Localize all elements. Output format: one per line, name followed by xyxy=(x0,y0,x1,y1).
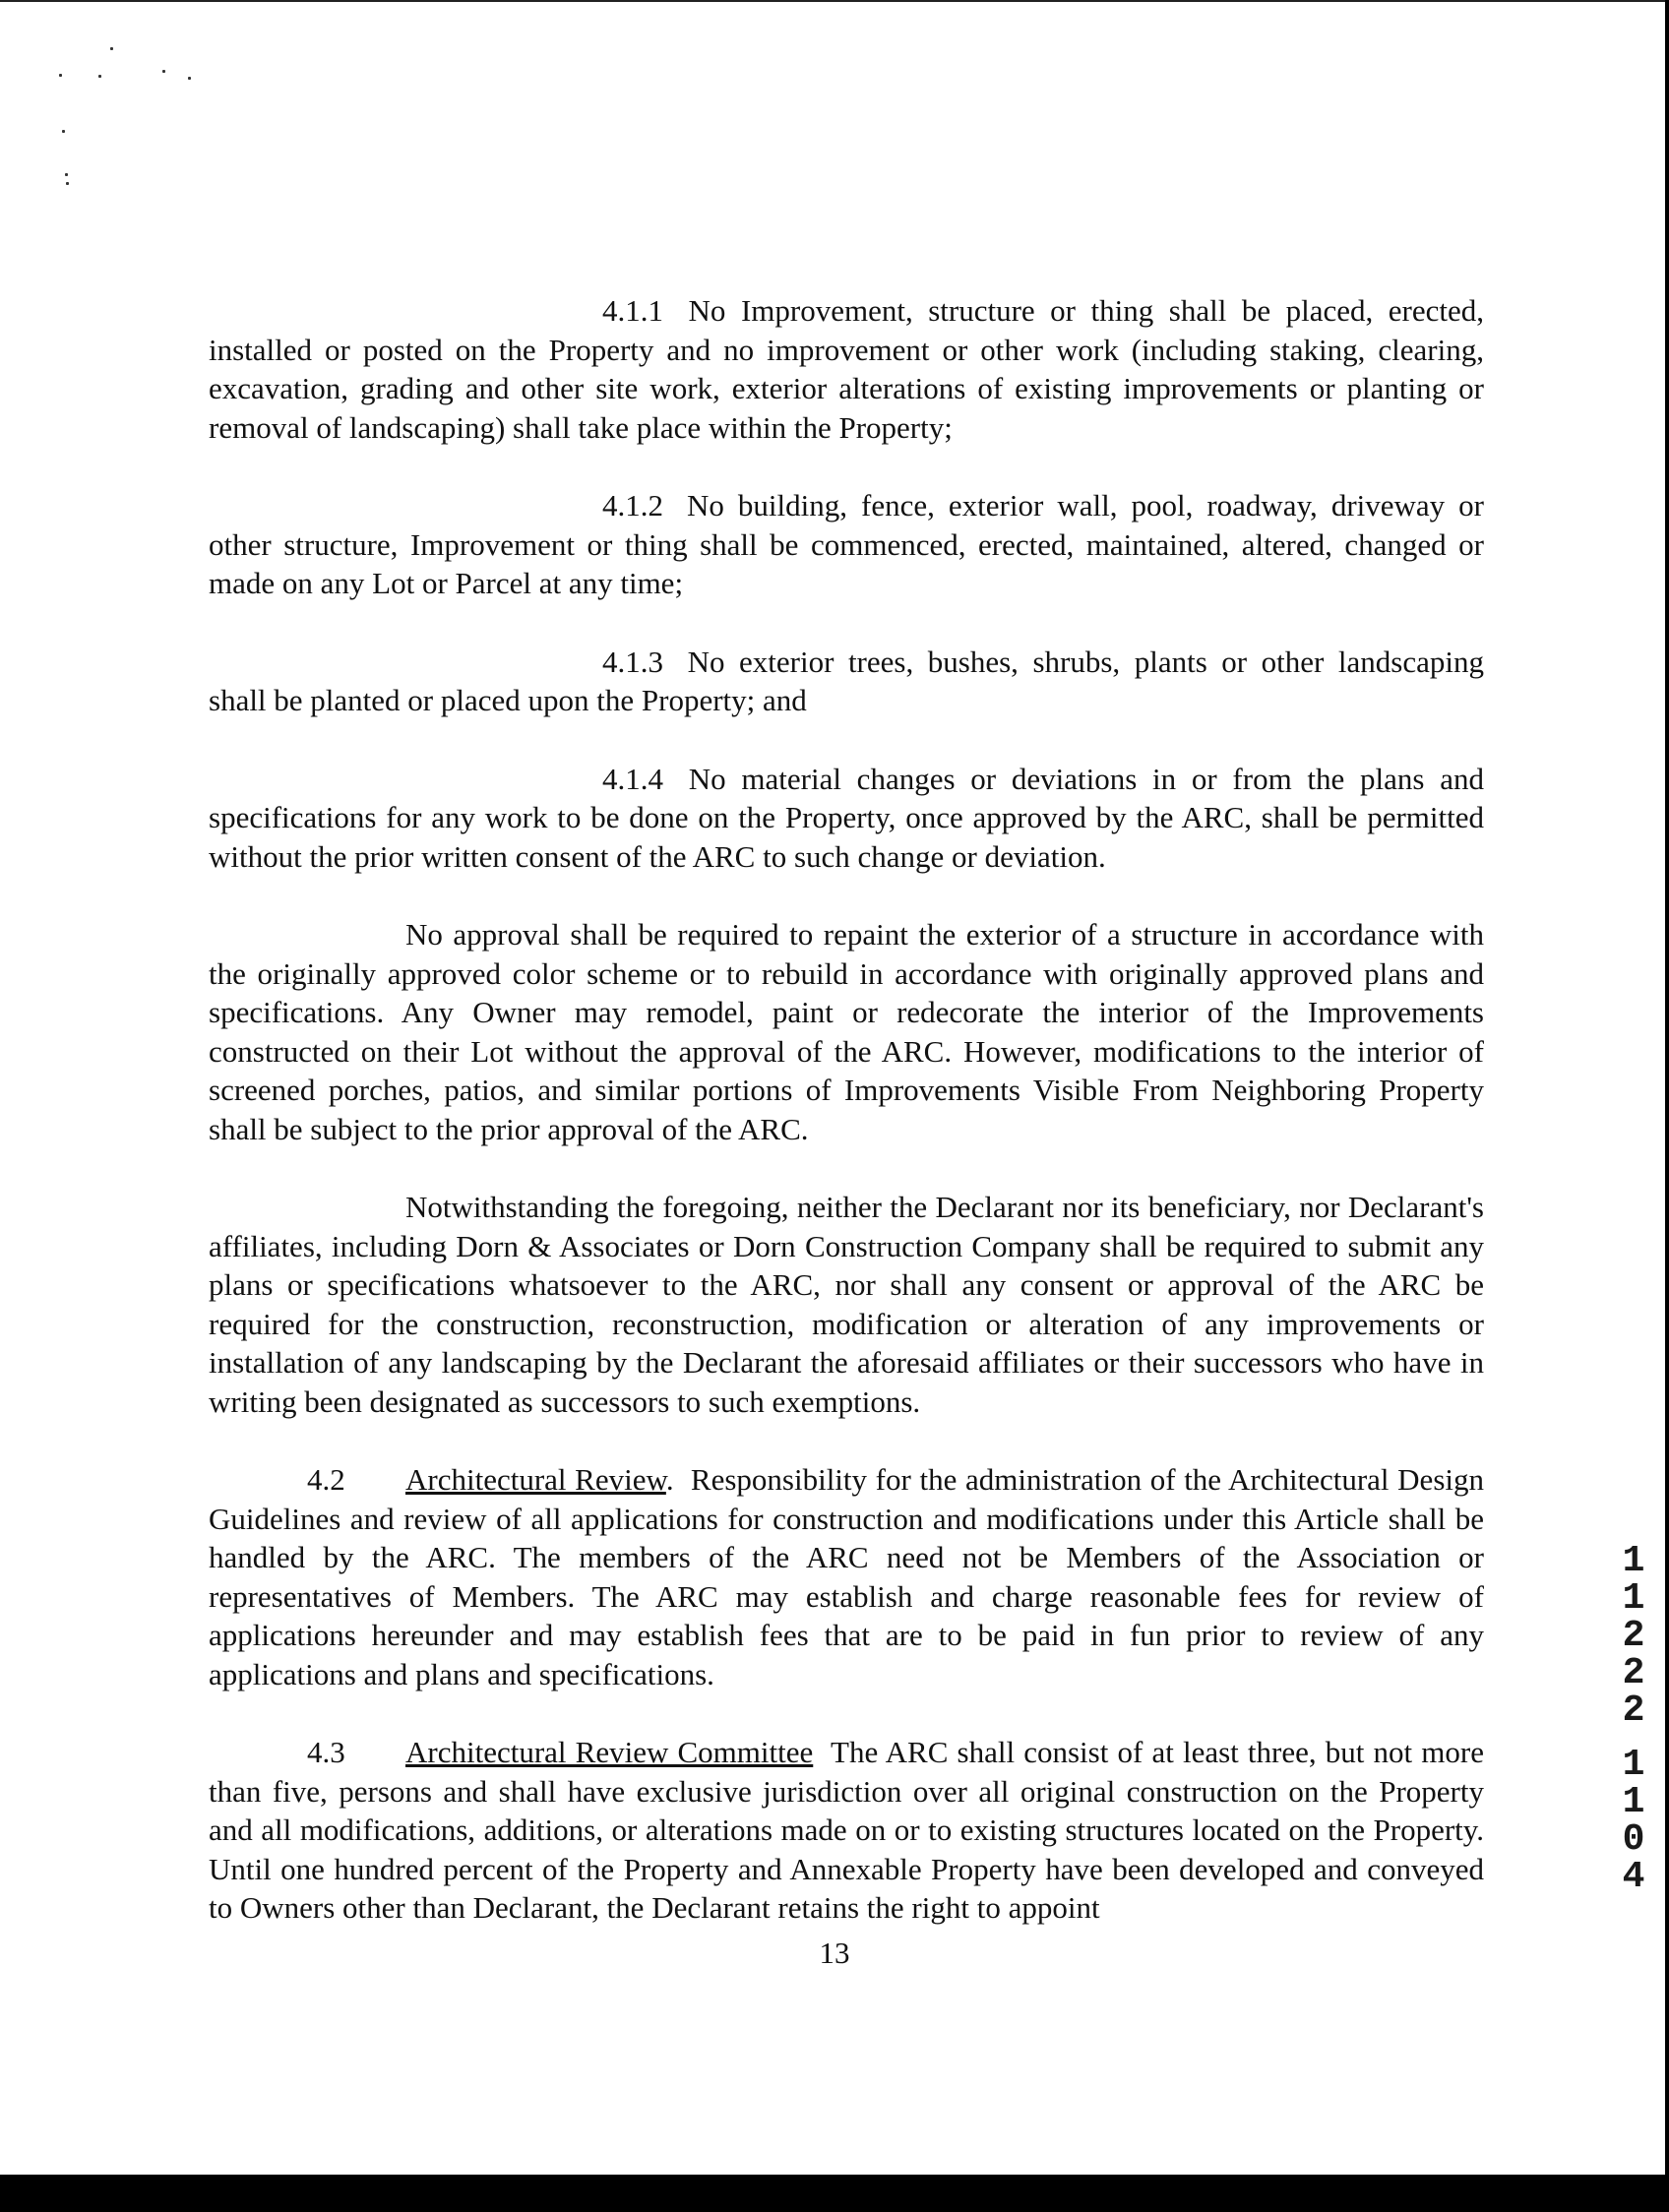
stamp-digit: 1 xyxy=(1622,1781,1645,1823)
stamp-digit: 4 xyxy=(1622,1856,1645,1898)
paragraph-4-2 xyxy=(209,1460,1484,1693)
scan-border-top xyxy=(0,0,1669,2)
stamp-digit: 2 xyxy=(1622,1690,1645,1732)
section-number: 4.1.1 xyxy=(602,293,663,328)
margin-stamp-book xyxy=(1614,1540,1653,1732)
paragraph-4-1-1 xyxy=(209,291,1484,447)
paragraph-text: No exterior trees, bushes, shrubs, plants or other landscaping shall be planted or placed upon the Property; and xyxy=(209,644,1484,717)
paragraph-text: No Improvement, structure or thing shall be placed, erected, installed or posted on the Property and no improvement or other work (including staking, clearing, excavation, grading and other site work, exterior alterations of existing improvements or planting or removal of landscaping) shall take place within the Property; xyxy=(209,293,1484,445)
stamp-digit: 1 xyxy=(1622,1577,1645,1620)
paragraph-no-approval xyxy=(209,915,1484,1148)
scan-border-right xyxy=(1665,0,1669,2212)
scan-border-bottom xyxy=(0,2175,1669,2212)
stamp-digit: 1 xyxy=(1622,1744,1645,1786)
section-heading: Architectural Review Committee xyxy=(405,1735,814,1769)
section-number: 4.3 xyxy=(307,1735,345,1769)
section-number: 4.2 xyxy=(307,1462,345,1497)
margin-stamp-page xyxy=(1614,1744,1653,1898)
scan-specks xyxy=(49,39,266,197)
paragraph-4-1-4 xyxy=(209,760,1484,877)
stamp-digit: 2 xyxy=(1622,1652,1645,1694)
paragraph-text: No material changes or deviations in or from the plans and specifications for any work to be done on the Property, once approved by the ARC, shall be permitted without the prior written consent of the ARC to such change or deviation. xyxy=(209,761,1484,874)
paragraph-4-3 xyxy=(209,1733,1484,1928)
paragraph-text: Responsibility for the administration of the Architectural Design Guidelines and review of all applications for construction and modifications under this Article shall be handled by the ARC. The members of the ARC need not be Members of the Association or representatives of Members. The ARC may establish and charge reasonable fees for review of applications hereunder and may establish fees that are to be paid in fun prior to review of any applications and plans and specifications. xyxy=(209,1462,1484,1691)
page-number: 13 xyxy=(819,1936,850,1970)
section-number: 4.1.2 xyxy=(602,488,663,522)
section-number: 4.1.3 xyxy=(602,644,663,679)
stamp-digit: 1 xyxy=(1622,1540,1645,1582)
paragraph-text: Notwithstanding the foregoing, neither the Declarant nor its beneficiary, nor Declarant's affiliates, including Dorn & Associates or Dorn Construction Company shall be required to submit any plans or specifications whatsoever to the ARC, nor shall any consent or approval of the ARC be required for the construction, reconstruction, modification or alteration of any improvements or installation of any landscaping by the Declarant the aforesaid affiliates or their successors who have in writing been designated as successors to such exemptions. xyxy=(209,1190,1484,1419)
stamp-digit: 0 xyxy=(1622,1818,1645,1861)
paragraph-text: The ARC shall consist of at least three, but not more than five, persons and shall have exclusive jurisdiction over all original construction on the Property and all modifications, additions, or alterations made on or to existing structures located on the Property. Until one hundred percent of the Property and Annexable Property have been developed and conveyed to Owners other than Declarant, the Declarant retains the right to appoint xyxy=(209,1735,1484,1925)
paragraph-4-1-3 xyxy=(209,643,1484,720)
section-number: 4.1.4 xyxy=(602,761,663,796)
paragraph-text: No building, fence, exterior wall, pool, roadway, driveway or other structure, Improvement or thing shall be commenced, erected, maintained, altered, changed or made on any Lot or Parcel at any time; xyxy=(209,488,1485,600)
document-body xyxy=(209,291,1484,1967)
heading-punctuation: . xyxy=(665,1462,674,1497)
paragraph-4-1-2 xyxy=(209,486,1484,603)
paragraph-text: No approval shall be required to repaint the exterior of a structure in accordance with the originally approved color scheme or to rebuild in accordance with originally approved plans and specifications. Any Owner may remodel, paint or redecorate the interior of the Improvements constructed on their Lot without the approval of the ARC. However, modifications to the interior of screened porches, patios, and similar portions of Improvements Visible From Neighboring Property shall be subject to the prior approval of the ARC. xyxy=(209,917,1484,1146)
paragraph-notwithstanding xyxy=(209,1188,1484,1421)
section-heading: Architectural Review xyxy=(405,1462,666,1497)
stamp-digit: 2 xyxy=(1622,1615,1645,1657)
